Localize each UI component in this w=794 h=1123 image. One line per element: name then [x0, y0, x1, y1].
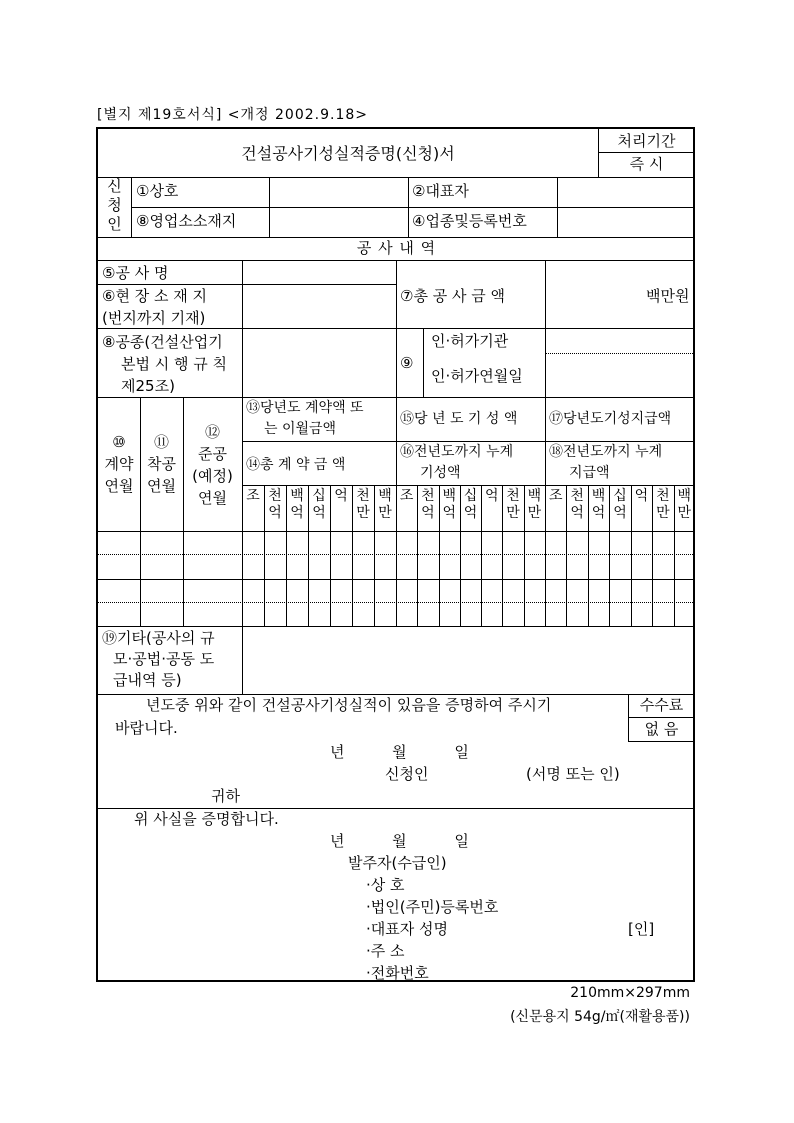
seal-mark: [인]	[628, 920, 655, 938]
prior-progress-header: ⑯전년도까지 누계 기성액	[400, 444, 514, 481]
unit-label: 백 만	[378, 488, 392, 521]
unit-label: 백 만	[527, 488, 542, 521]
unit-label: 백 억	[290, 488, 304, 521]
completion-date-header: ⑫ 준공 (예정) 연월	[192, 423, 233, 507]
unit-label: 억	[634, 488, 649, 504]
request-date: 년 월 일	[330, 743, 469, 761]
certify-text: 위 사실을 증명합니다.	[134, 810, 279, 828]
paper-size: 210mm×297mm	[570, 985, 690, 1001]
other-label: ⑲기타(공사의 규 모·공법·공동 도 급내역 등)	[102, 629, 215, 689]
work-site-label: ⑥현 장 소 재 지	[102, 287, 207, 305]
addressee-suffix: 귀하	[211, 787, 240, 805]
orderer-registration-label: ·법인(주민)등록번호	[366, 898, 499, 916]
unit-label: 십 억	[312, 488, 326, 521]
unit-label: 천 만	[356, 488, 370, 521]
orderer-address-label: ·주 소	[366, 942, 405, 960]
form-header	[97, 104, 368, 124]
section-title: 공 사 내 역	[356, 239, 437, 257]
unit-label: 백 억	[591, 488, 606, 521]
dotted-row-divider	[98, 602, 695, 603]
work-category-label: ⑧공종(건설산업기 본법 시 행 규 칙 제25조)	[102, 333, 228, 395]
company-name-label: ①상호	[136, 182, 179, 200]
unit-label: 조	[399, 488, 414, 504]
total-amount-label: ⑦총 공 사 금 액	[400, 287, 505, 305]
sign-or-seal-note: (서명 또는 인)	[526, 765, 620, 783]
total-contract-header: ⑭총 계 약 금 액	[246, 457, 346, 473]
orderer-company-label: ·상 호	[366, 876, 405, 894]
unit-label: 천 만	[506, 488, 520, 521]
permit-agency-label: 인·허가기관	[431, 332, 509, 350]
unit-label: 천 억	[421, 488, 435, 521]
processing-label: 처리기간	[617, 132, 676, 150]
work-name-label: ⑤공 사 명	[102, 264, 169, 282]
permit-number: ⑨	[400, 354, 414, 372]
unit-label: 억	[485, 488, 499, 504]
applicant-side-label: 신 청 인	[107, 177, 122, 233]
unit-label: 백 만	[677, 488, 692, 521]
work-site-note: (번지까지 기재)	[102, 309, 206, 327]
unit-label: 조	[548, 488, 563, 504]
fee-value: 없 음	[644, 720, 679, 738]
form-label: [별지 제19호서식]	[97, 107, 223, 123]
request-text-line2: 바랍니다.	[115, 719, 178, 737]
orderer-representative-label: ·대표자 성명	[366, 920, 448, 938]
total-amount-unit: 백만원	[646, 287, 690, 305]
current-progress-header: ⑮당 년 도 기 성 액	[400, 411, 518, 427]
unit-label: 백 억	[442, 488, 456, 521]
unit-label: 억	[334, 488, 348, 504]
unit-label: 천 억	[570, 488, 584, 521]
processing-value: 즉 시	[629, 155, 664, 173]
start-date-header: ⑪ 착공 연월	[147, 433, 176, 495]
orderer-phone-label: ·전화번호	[366, 964, 429, 982]
certify-date: 년 월 일	[330, 832, 469, 850]
business-registration-label: ④업종및등록번호	[412, 212, 527, 230]
orderer-label: 발주자(수급인)	[348, 854, 447, 872]
fee-label: 수수료	[639, 696, 684, 714]
current-payment-header: ⑰당년도기성지급액	[549, 411, 672, 427]
paper-spec: (신문용지 54g/㎡(재활용품))	[510, 1009, 690, 1025]
unit-label: 십 억	[613, 488, 627, 521]
unit-label: 십 억	[463, 488, 478, 521]
dotted-row-divider	[98, 554, 695, 555]
applicant-sign-label: 신청인	[385, 765, 429, 783]
office-address-label: ⑧영업소소재지	[136, 212, 237, 230]
certificate-form	[96, 127, 695, 982]
unit-label: 천 만	[656, 488, 670, 521]
form-title: 건설공사기성실적증명(신청)서	[241, 144, 455, 163]
unit-label: 조	[246, 488, 260, 504]
contract-date-header: ⑩ 계약 연월	[104, 433, 134, 495]
revision-note: <개정 2002.9.18>	[227, 107, 369, 123]
permit-date-label: 인·허가연월일	[431, 367, 523, 385]
representative-label: ②대표자	[412, 182, 469, 200]
prior-payment-header: ⑱전년도까지 누계 지급액	[549, 444, 663, 481]
current-contract-header: ⑬당년도 계약액 또 는 이월금액	[246, 400, 364, 437]
request-text-line1: 년도중 위와 같이 건설공사기성실적이 있음을 증명하여 주시기	[146, 696, 552, 714]
unit-label: 천 억	[268, 488, 282, 521]
